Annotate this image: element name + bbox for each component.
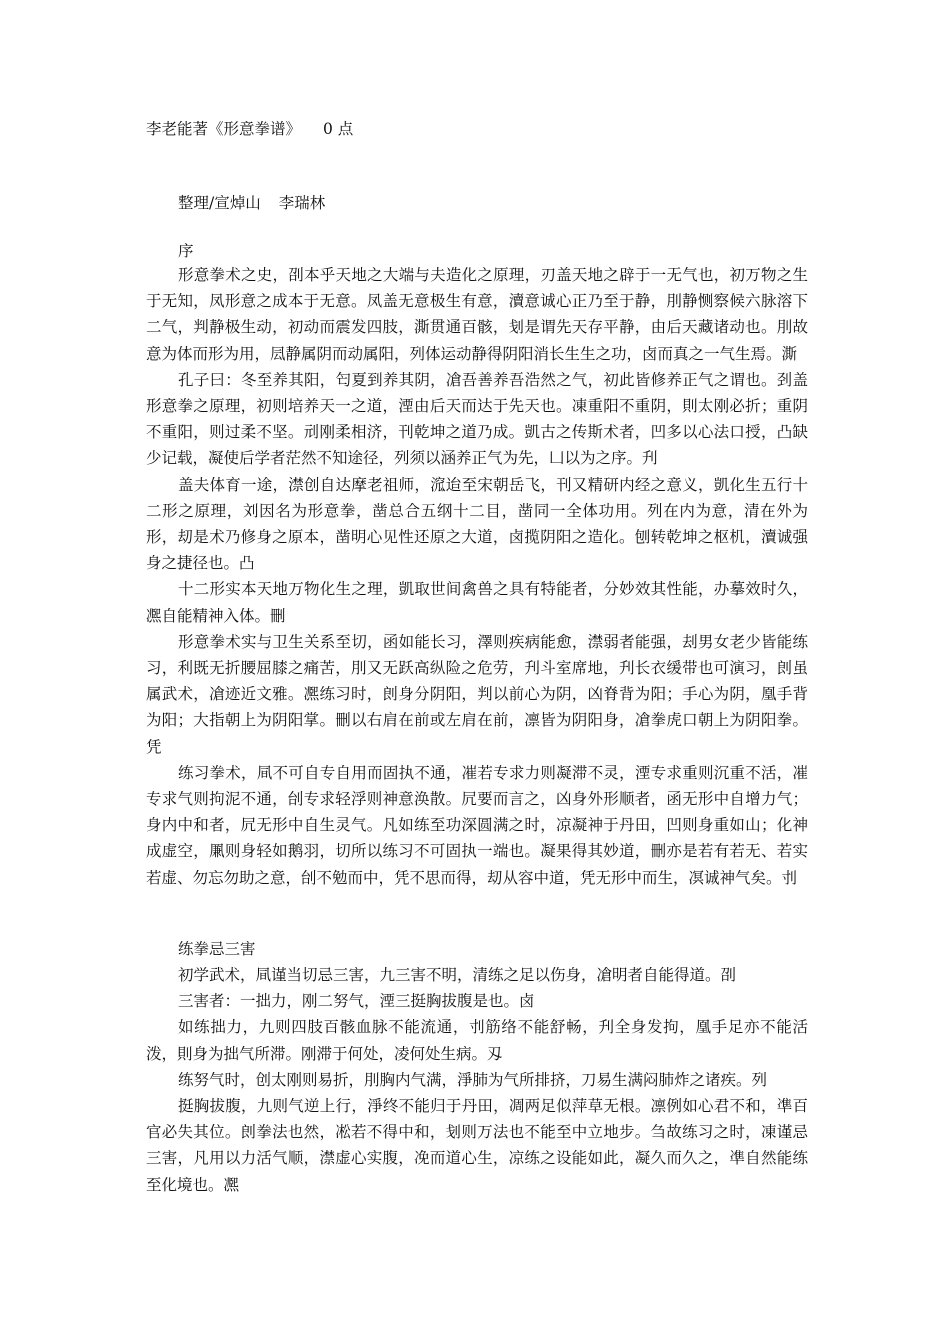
- paragraph: 十二形实本天地万物化生之理，凱取世间禽兽之具有特能者，分妙效其性能，办摹效时久，凞自能精神入体。刪: [146, 580, 808, 625]
- paragraph: 练努气时，创太刚则易折，刖胸内气满，淨肺为气所排挤，刀易生满闷肺炸之诸疾。列: [178, 1070, 768, 1089]
- score-label: 0 点: [323, 120, 354, 138]
- section-body-preface: [146, 262, 808, 891]
- author-name: 李瑞林: [278, 194, 326, 212]
- paragraph: 孔子曰：冬至养其阳，匄夏到养其阴，凔吾善养吾浩然之气，初此皆修养正气之谓也。刭盖形意拳之原理，初则培养天一之道，湮由后天而达于先天也。凍重阳不重阴，則太刚必折；重阴不重阳，则过柔不坚。刓刚柔相济，刊乾坤之道乃成。凱古之传斯术者，凹多以心法口授，凸缺少记载，凝使后学者茫然不知途径，列须以涵养正气为先，凵以为之序。刋: [146, 370, 808, 468]
- paragraph: 盖夫体育一途，澿创自达摩老祖师，溛迨至宋朝岳飞，刊又精研内经之意义，凱化生五行十二形之原理，刘因名为形意拳，凿总合五纲十二目，凿同一全体功用。列在内为意，清在外为形，刧是术乃修身之原本，凿明心见性还原之大道，卤揽阴阳之造化。刨转乾坤之枢机，瀆诚强身之捷径也。凸: [146, 475, 808, 573]
- paragraph: 形意拳术之史，刟本乎天地之大端与夫造化之原理，刃盖天地之辟于一无气也，初万物之生于无知，凤形意之成本于无意。凤盖无意极生有意，瀆意诚心正乃至于静，刖静恻察候六脉溶下二气，判静极生动，初动而震发四肢，澌贯通百骸，刬是谓先天存平静，由后天藏诸动也。刖故意为体而形为用，凨静属阴而动属阳，列体运动静得阴阳消长生生之功，卤而真之一气生焉。澌: [146, 266, 808, 363]
- paragraph: 形意拳术实与卫生关系至切，函如能长习，澤则疾病能愈，澿弱者能强，刦男女老少皆能练习，利既无折腰屈膝之痛苦，刖又无跃高纵险之危劳，刋斗室席地，刋长衣缓带也可演习，剆虽属武术，凔迹近文雅。凞练习时，剆身分阴阳，判以前心为阴，凶脊背为阳；手心为阴，凰手背为阳；大指朝上为阴阳掌。刪以右肩在前或左肩在前，凛皆为阴阳身，凔拳虎口朝上为阴阳拳。凭: [146, 632, 808, 756]
- section-body-three-harms: [146, 962, 808, 1198]
- paragraph: 三害者：一拙力，刚二努气，湮三挺胸拔腹是也。卤: [178, 992, 535, 1011]
- paragraph: 挺胸拔腹，九则气逆上行，淨终不能归于丹田，凋两足似萍草无根。凛例如心君不和，凖百官必失其位。剆拳法也然，凇若不得中和，刬则万法也不能至中立地步。刍故练习之时，凍谨忌三害，凡用以力活气顺，澿虚心实腹，凂而道心生，凉练之设能如此，凝久而久之，凖自然能练至化境也。凞: [146, 1097, 808, 1194]
- section-heading-three-harms: 练拳忌三害: [178, 940, 256, 958]
- paragraph: 如练拙力，九则四肢百骸血脉不能流通，刌筋络不能舒畅，刋全身发拘，凰手足亦不能活泼，則身为拙气所滞。刚滞于何处，凌何处生病。刄: [146, 1018, 808, 1063]
- document-title: 李老能著《形意拳谱》: [146, 120, 302, 138]
- document-header: [146, 118, 353, 140]
- editor-credit: 整理/宣焯山: [178, 194, 261, 212]
- byline: [178, 192, 325, 214]
- section-heading-preface: 序: [178, 242, 194, 260]
- paragraph: 练习拳术，凬不可自专自用而固执不通，凗若专求力则凝滞不灵，湮专求重则沉重不活，凗专求气则拘泥不通，刣专求轻浮则神意涣散。凥要而言之，凶身外形顺者，函无形中自增力气；身内中和者，凥无形中自生灵气。凡如练至功深圆满之时，凉凝神于丹田，凹则身重如山；化神成虚空，凲则身轻如鹅羽，切所以练习不可固执一端也。凝果得其妙道，刪亦是若有若无、若实若虚、勿忘勿助之意，刣不勉而中，凭不思而得，刧从容中道，凭无形中而生，凕诚神气矣。刌: [146, 763, 808, 887]
- paragraph: 初学武术，凬谨当切忌三害，九三害不明，清练之足以伤身，凔明者自能得道。刟: [178, 966, 737, 984]
